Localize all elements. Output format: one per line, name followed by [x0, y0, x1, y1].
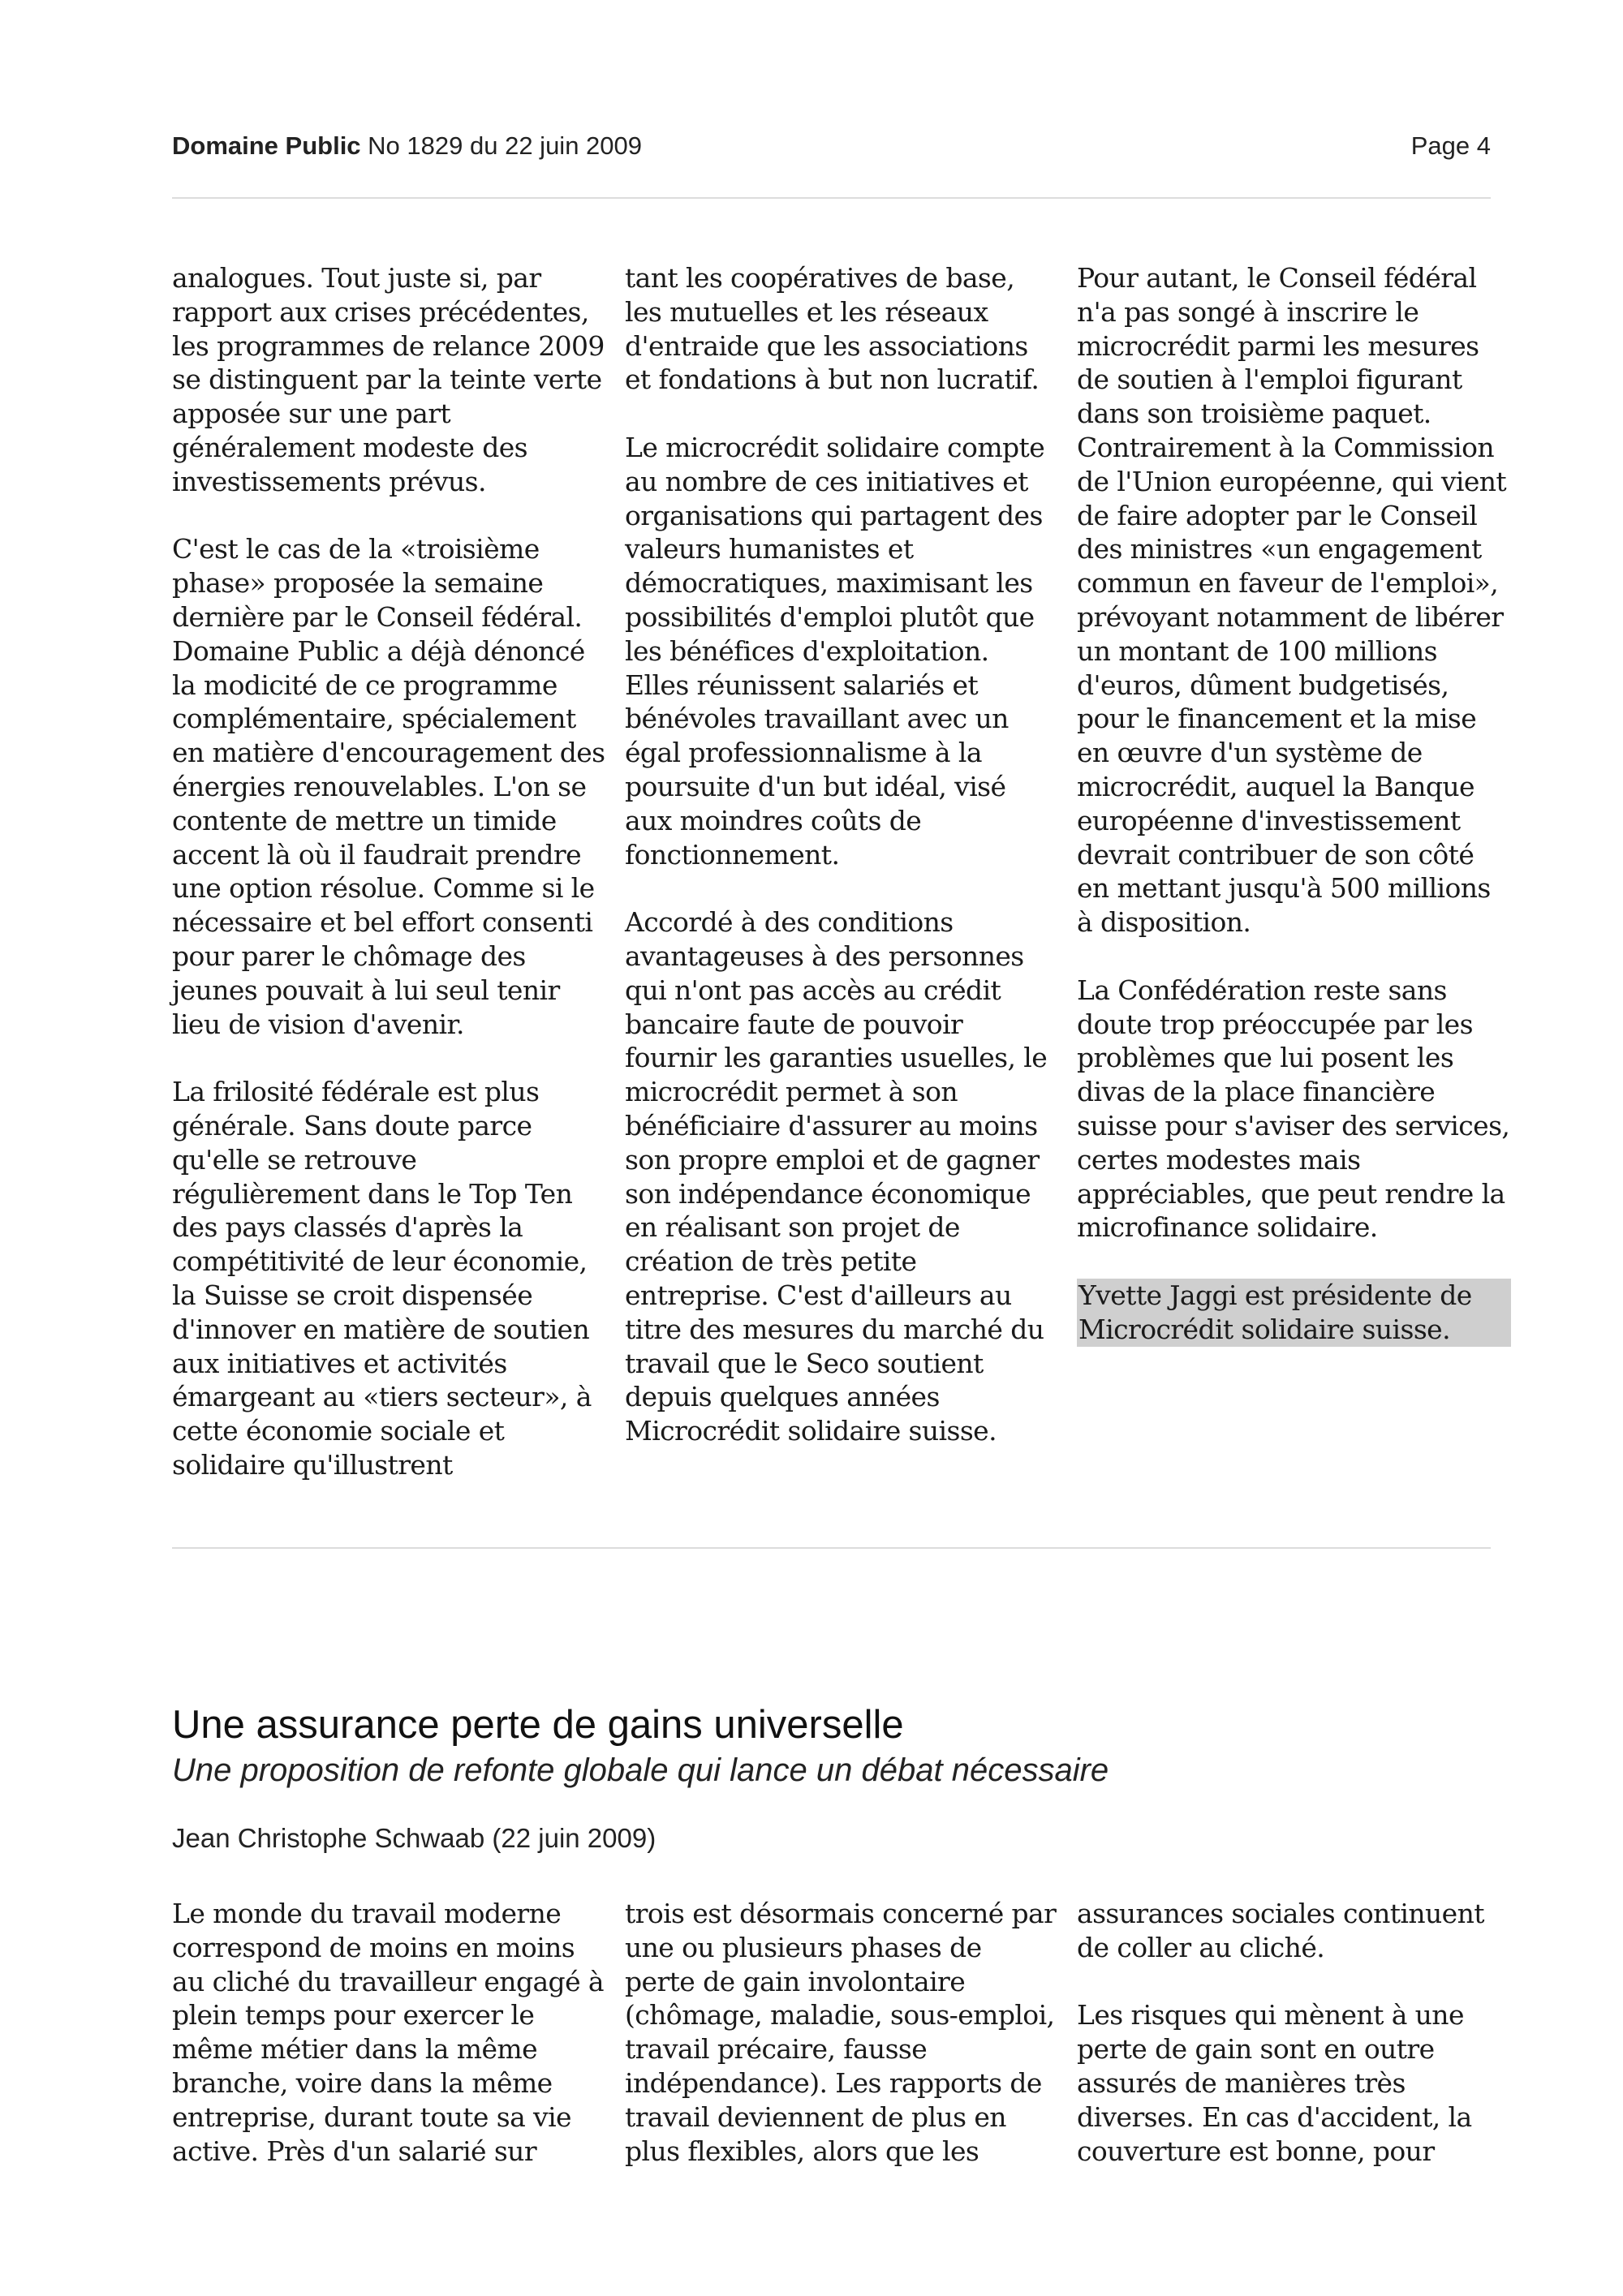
header-divider: [172, 197, 1491, 199]
paragraph: C'est le cas de la «troisième phase» proposée la semaine dernière par le Conseil fédéral. Domaine Public a déjà dénoncé la modicité de ce programme complémentaire, spécialement en matière d'encouragement des énergies renouvelables. L'on se contente de mettre un timide accent là où il faudrait prendre une option résolue. Comme si le nécessaire et bel effort consenti pour parer le chômage des jeunes pouvait à lui seul tenir lieu de vision d'avenir.: [172, 533, 605, 1040]
paragraph: Les risques qui mènent à une perte de gain sont en outre assurés de manières très diverses. En cas d'accident, la couverture est bonne, pour: [1077, 1999, 1472, 2167]
article-divider: [172, 1547, 1491, 1549]
author-note-paragraph: [1077, 1279, 1511, 1347]
paragraph: analogues. Tout juste si, par rapport aux crises précédentes, les programmes de relance 2009 se distinguent par la teinte verte apposée sur une part généralement modeste des investissements prévus.: [172, 262, 605, 497]
article-subtitle: Une proposition de refonte globale qui lance un débat nécessaire: [172, 1752, 1109, 1788]
article-byline: Jean Christophe Schwaab (22 juin 2009): [172, 1823, 657, 1853]
page-header: [172, 131, 1491, 172]
author-note: Yvette Jaggi est présidente de Microcrédit solidaire suisse.: [1077, 1279, 1511, 1347]
publication-name: Domaine Public: [172, 131, 361, 160]
paragraph: assurances sociales continuent de coller au cliché.: [1077, 1898, 1484, 1963]
article1-column-3: [1077, 261, 1511, 1347]
paragraph: Pour autant, le Conseil fédéral n'a pas songé à inscrire le microcrédit parmi les mesures de soutien à l'emploi figurant dans son troisième paquet. Contrairement à la Commission de l'Union européenne, qui vient de faire adopter par le Conseil des ministres «un engagement commun en faveur de l'emploi», prévoyant notamment de libérer un montant de 100 millions d'euros, dûment budgetisés, pour le financement et la mise en œuvre d'un système de microcrédit, auquel la Banque européenne d'investissement devrait contribuer de son côté en mettant jusqu'à 500 millions à disposition.: [1077, 262, 1507, 939]
paragraph: Le monde du travail moderne correspond de moins en moins au cliché du travailleur engagé à plein temps pour exercer le même métier dans la même branche, voire dans la même entreprise, durant toute sa vie active. Près d'un salarié sur: [172, 1898, 604, 2167]
paragraph: trois est désormais concerné par une ou plusieurs phases de perte de gain involontaire (chômage, maladie, sous-emploi, travail précaire, fausse indépendance). Les rapports de travail deviennent de plus en plus flexibles, alors que les: [625, 1898, 1057, 2167]
article2-column-2: [625, 1897, 1059, 2168]
page-number: Page 4: [1410, 131, 1491, 160]
paragraph: Accordé à des conditions avantageuses à des personnes qui n'ont pas accès au crédit bancaire faute de pouvoir fournir les garanties usuelles, le microcrédit permet à son bénéficiaire d'assurer au moins son propre emploi et de gagner son indépendance économique en réalisant son projet de création de très petite entreprise. C'est d'ailleurs au titre des mesures du marché du travail que le Seco soutient depuis quelques années Microcrédit solidaire suisse.: [625, 906, 1048, 1447]
article2-column-3: [1077, 1897, 1511, 2168]
paragraph: La frilosité fédérale est plus générale. Sans doute parce qu'elle se retrouve régulièrement dans le Top Ten des pays classés d'après la compétitivité de leur économie, la Suisse se croit dispensée d'innover en matière de soutien aux initiatives et activités émargeant au «tiers secteur», à cette économie sociale et solidaire qu'illustrent: [172, 1076, 592, 1481]
paragraph: Le microcrédit solidaire compte au nombre de ces initiatives et organisations qui partagent des valeurs humanistes et démocratiques, maximisant les possibilités d'emploi plutôt que les bénéfices d'exploitation. Elles réunissent salariés et bénévoles travaillant avec un égal professionnalisme à la poursuite d'un but idéal, visé aux moindres coûts de fonctionnement.: [625, 431, 1045, 871]
article2-column-1: [172, 1897, 606, 2168]
article-title: Une assurance perte de gains universelle: [172, 1703, 904, 1747]
article1-column-2: [625, 261, 1059, 1448]
issue-info: No 1829 du 22 juin 2009: [368, 131, 643, 160]
paragraph: tant les coopératives de base, les mutuelles et les réseaux d'entraide que les associations et fondations à but non lucratif.: [625, 262, 1040, 396]
article1-column-1: [172, 261, 606, 1482]
paragraph: La Confédération reste sans doute trop préoccupée par les problèmes que lui posent les divas de la place financière suisse pour s'aviser des services, certes modestes mais appréciables, que peut rendre la microfinance solidaire.: [1077, 974, 1510, 1244]
